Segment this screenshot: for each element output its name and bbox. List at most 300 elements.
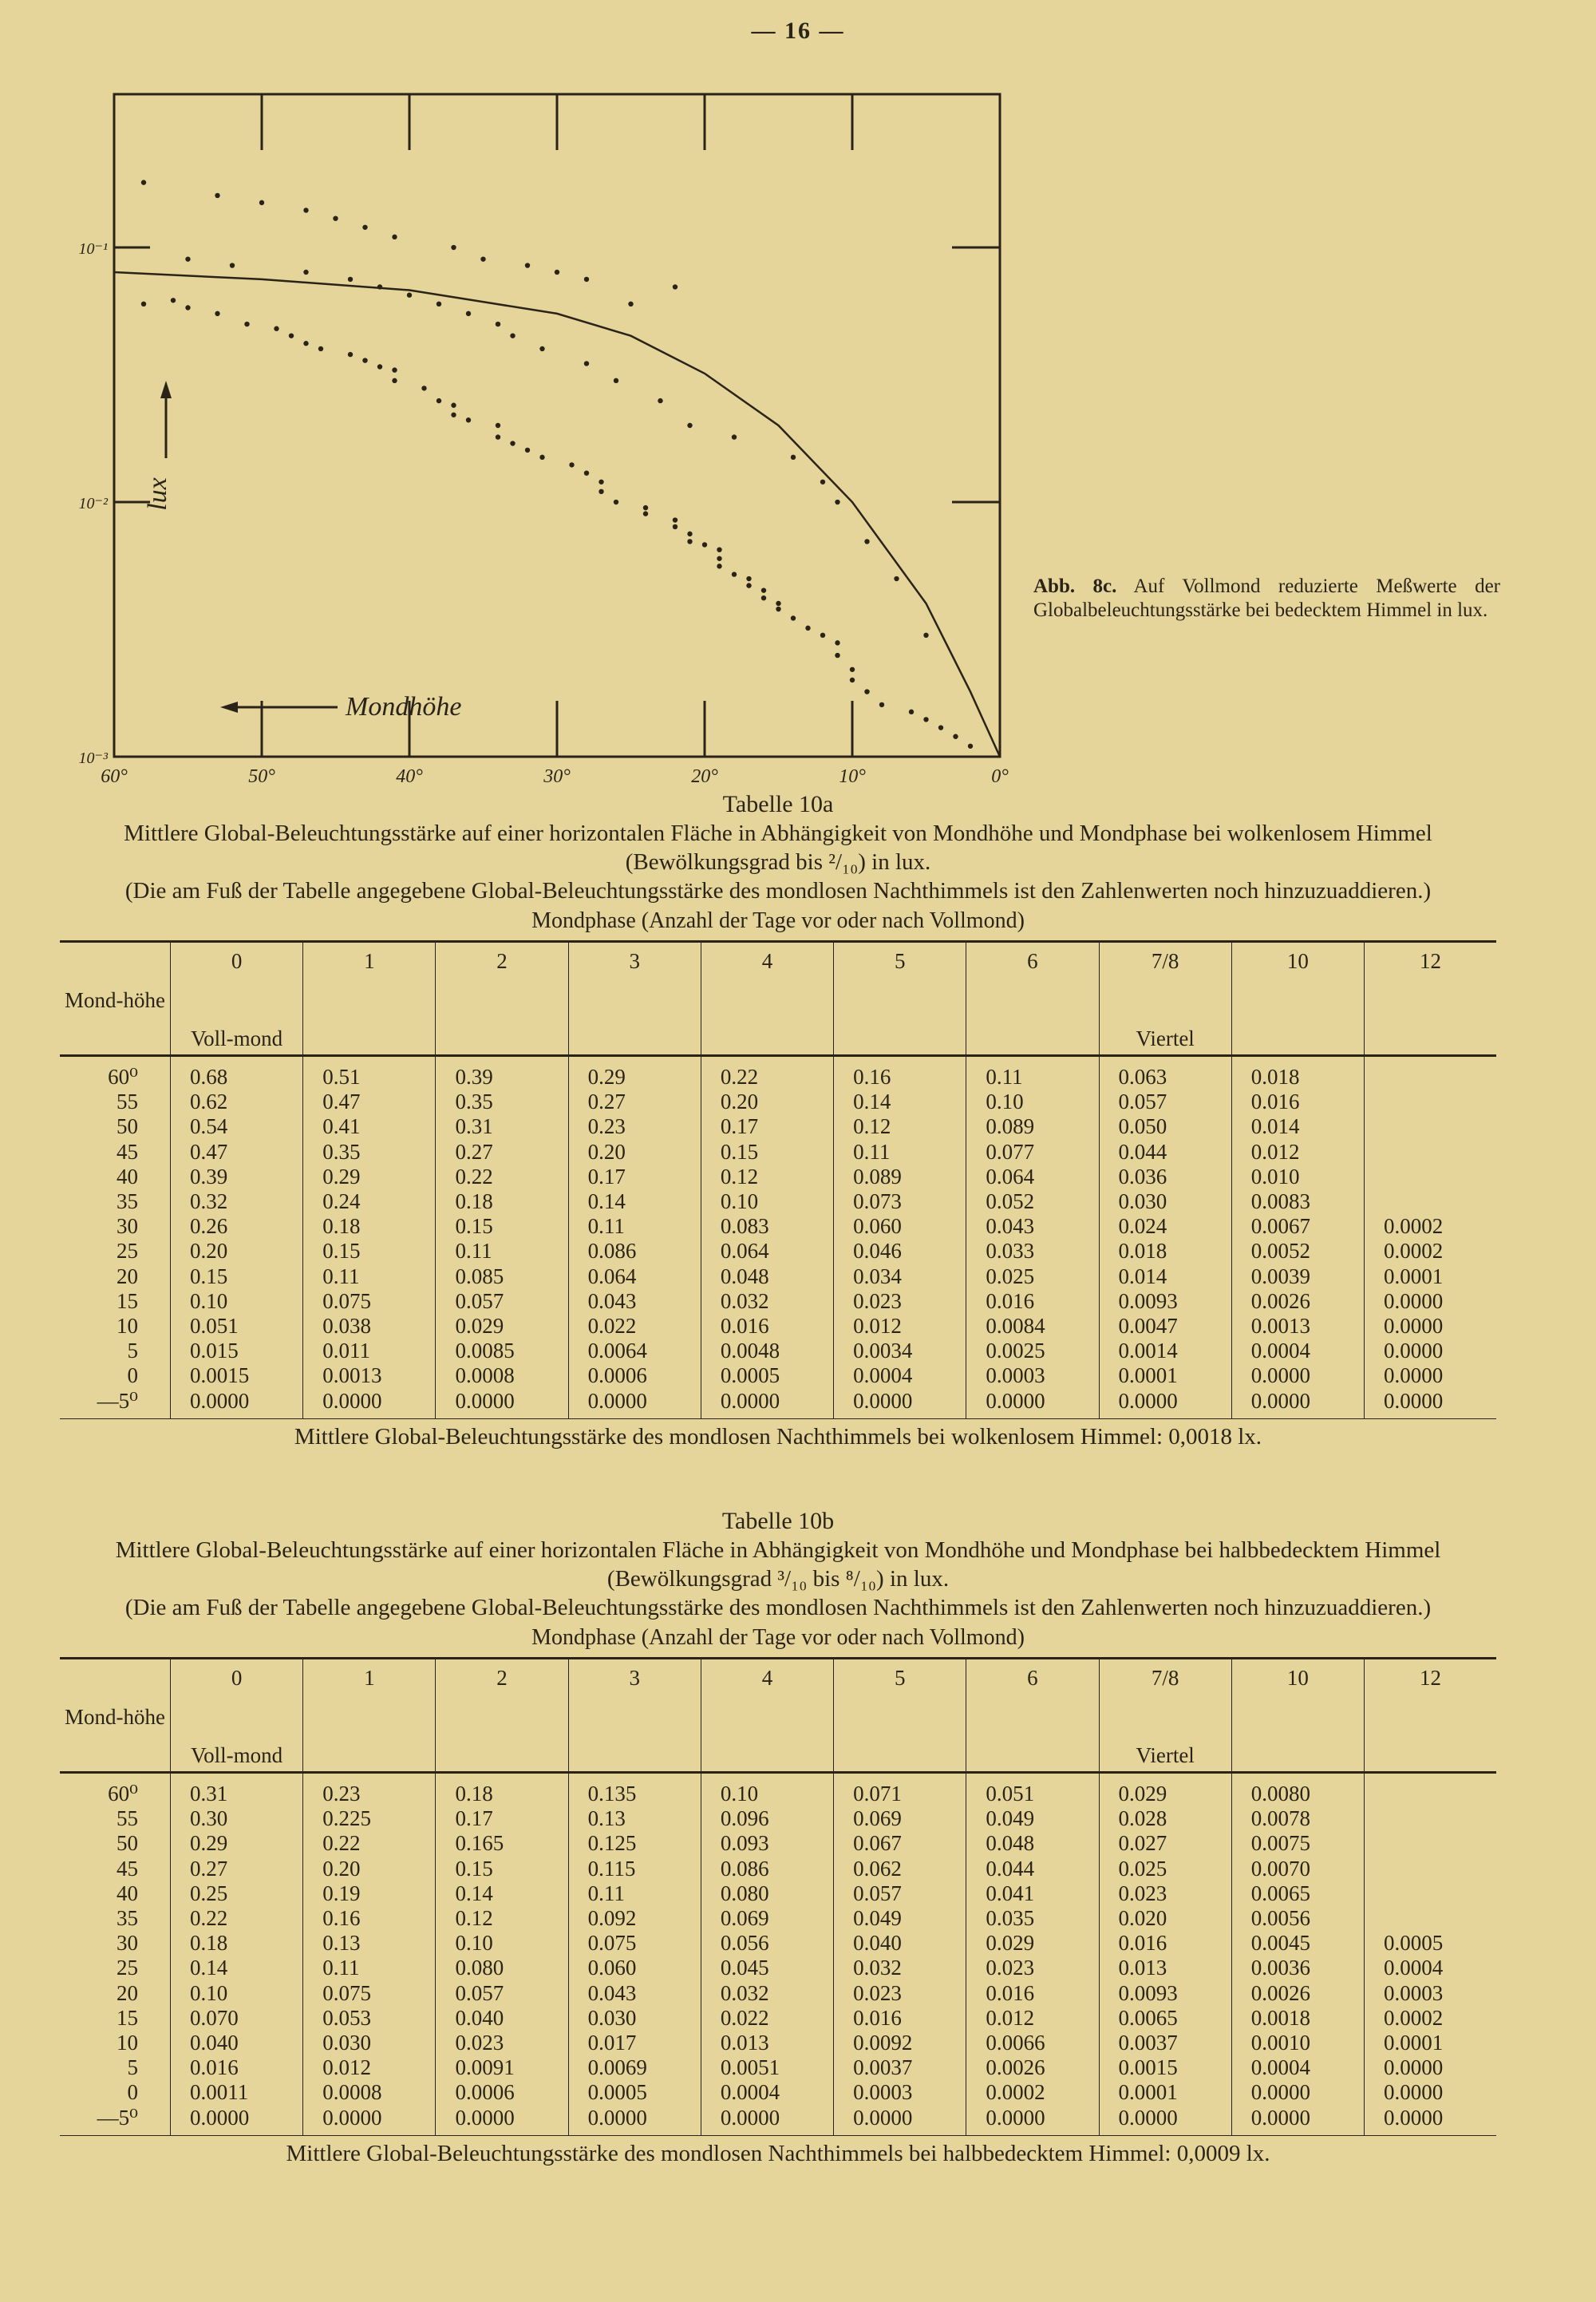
data-point [451, 245, 456, 250]
table-cell: 0.0065 [1250, 1881, 1310, 1905]
data-point [539, 346, 544, 351]
table-cell: 0.018 [1250, 1065, 1300, 1089]
table-cell: 0.069 [720, 1906, 769, 1931]
table-cell: 0.0006 [587, 1363, 647, 1388]
table-cell: 0.30 [190, 1806, 228, 1831]
table-cell: 0.0000 [986, 1388, 1045, 1413]
data-point [864, 539, 869, 544]
table-cell: 0.0056 [1250, 1906, 1310, 1931]
table-cell: 0.035 [986, 1906, 1035, 1931]
table-cell: 0.31 [455, 1114, 493, 1139]
table-cell: 0.16 [853, 1065, 891, 1089]
table-cell: 0.11 [455, 1239, 492, 1264]
data-point [673, 524, 678, 529]
data-point [614, 500, 618, 504]
table-cell: 0.18 [322, 1214, 361, 1239]
table-cell: 0.041 [986, 1881, 1035, 1905]
column-header [834, 942, 966, 1056]
data-point [215, 193, 219, 198]
table-cell: 0.075 [322, 1288, 371, 1313]
table-cell: 0.027 [1118, 1831, 1167, 1856]
column-sublabel: Viertel [1136, 1743, 1195, 1767]
data-point [437, 398, 441, 403]
table-cell: 0.0000 [1383, 2055, 1444, 2080]
table-cell: 0.0000 [986, 2105, 1045, 2130]
data-point [362, 358, 367, 362]
table-cell: 0.064 [720, 1239, 769, 1264]
table-cell: 0.0069 [587, 2055, 647, 2080]
table-cell: 0.15 [190, 1264, 228, 1288]
table-cell: 0.11 [587, 1214, 625, 1239]
table-cell: 0.0015 [1118, 2055, 1178, 2080]
table-cell: 0.0045 [1250, 1931, 1310, 1956]
value-column [436, 1056, 568, 1419]
table-cell: 0.0004 [720, 2080, 780, 2105]
table-cell: 0.0000 [853, 1388, 913, 1413]
x-tick-label: 30° [543, 766, 571, 787]
table-cell: 0.0018 [1250, 2005, 1310, 2030]
table-cell: 0.033 [986, 1239, 1035, 1264]
table-cell: 0.017 [587, 2031, 637, 2055]
table-cell: 0.0008 [455, 1363, 515, 1388]
table-cell: 0.17 [587, 1164, 626, 1189]
table-cell: 0.39 [190, 1164, 228, 1189]
table-cell: 0.016 [720, 1314, 769, 1339]
table-cell: 0.0002 [1383, 2005, 1444, 2030]
table-cell: 0.0000 [1250, 2080, 1310, 2105]
value-column [834, 1056, 966, 1419]
data-point [141, 302, 146, 307]
plot-frame [114, 94, 1000, 757]
table-cell: 0.083 [720, 1214, 769, 1239]
table-cell: 0.0001 [1383, 2031, 1444, 2055]
height-value: 30 [117, 1214, 138, 1239]
table-cell: 0.0000 [190, 1388, 250, 1413]
table-cell: 0.0003 [1383, 1980, 1444, 2005]
table-cell: 0.0013 [1250, 1314, 1310, 1339]
table-title: Tabelle 10a [722, 791, 834, 817]
data-point [820, 633, 825, 638]
table-cell: 0.073 [853, 1189, 902, 1214]
table-cell: 0.075 [322, 1980, 371, 2005]
table-cell: 0.41 [322, 1114, 361, 1139]
table-cell: 0.022 [720, 2005, 769, 2030]
table-cell: 0.043 [587, 1288, 637, 1313]
data-point [451, 413, 456, 417]
table-cell: 0.0011 [190, 2080, 249, 2105]
table-cell: 0.012 [1250, 1139, 1300, 1164]
column-label: 0 [231, 1666, 243, 1690]
table-cell: 0.22 [322, 1831, 361, 1856]
table-cell: 0.0026 [1250, 1980, 1310, 2005]
height-value: 60⁰ [108, 1782, 138, 1806]
table-cell: 0.038 [322, 1314, 371, 1339]
table-cell: 0.0000 [1383, 2080, 1444, 2105]
table-cell: 0.012 [986, 2005, 1035, 2030]
data-point [658, 398, 662, 403]
table-cell: 0.032 [720, 1980, 769, 2005]
data-point [628, 302, 633, 307]
table-cell: 0.22 [720, 1065, 759, 1089]
column-label: 7/8 [1151, 949, 1179, 973]
table-cell: 0.0002 [986, 2080, 1045, 2105]
data-point [451, 403, 456, 408]
data-point [702, 542, 707, 547]
table-cell: 0.0000 [1383, 1339, 1444, 1363]
table-cell: 0.14 [455, 1881, 493, 1905]
column-label: 1 [364, 1666, 375, 1690]
data-point [496, 322, 500, 326]
table-cell [1384, 1114, 1491, 1139]
table-cell: 0.14 [587, 1189, 626, 1214]
table-cell: 0.0000 [1250, 1363, 1310, 1388]
table-cell: 0.071 [853, 1782, 902, 1806]
table-cell: 0.013 [1118, 1956, 1167, 1980]
table-cell: 0.044 [1118, 1139, 1167, 1164]
table-cell: 0.23 [322, 1782, 361, 1806]
table-cell: 0.080 [720, 1881, 769, 1905]
data-point [909, 710, 914, 714]
table-cell: 0.030 [1118, 1189, 1167, 1214]
table-cell: 0.048 [720, 1264, 769, 1288]
table-cell: 0.0036 [1250, 1956, 1310, 1980]
data-point [717, 547, 721, 552]
table-cell: 0.0039 [1250, 1264, 1310, 1288]
data-point [938, 725, 943, 730]
table-cell: 0.32 [190, 1189, 228, 1214]
table-cell: 0.0000 [1383, 1363, 1444, 1388]
table-cell: 0.016 [1118, 1931, 1167, 1956]
table-cell: 0.0000 [853, 2105, 913, 2130]
column-label: 10 [1286, 1666, 1309, 1690]
column-header [701, 942, 833, 1056]
data-point [525, 448, 530, 453]
table-cell: 0.080 [455, 1956, 504, 1980]
table-cell: 0.0052 [1250, 1239, 1310, 1264]
table-cell: 0.0000 [322, 2105, 382, 2130]
data-point [687, 539, 692, 544]
table-cell: 0.056 [720, 1931, 769, 1956]
data-point [791, 455, 796, 460]
table-cell: 0.10 [720, 1782, 759, 1806]
table-cell [1384, 1090, 1491, 1114]
table-cell: 0.0026 [986, 2055, 1045, 2080]
table-cell: 0.092 [587, 1906, 637, 1931]
column-label: 4 [761, 1666, 773, 1690]
table-cell: 0.014 [1250, 1114, 1300, 1139]
x-tick-label: 20° [691, 766, 718, 787]
column-label: 6 [1027, 1666, 1038, 1690]
table-cell: 0.12 [455, 1906, 493, 1931]
data-point [850, 678, 855, 682]
data-point [894, 576, 899, 581]
table-cell: 0.27 [455, 1139, 493, 1164]
table-cell: 0.085 [455, 1264, 504, 1288]
data-point [687, 423, 692, 428]
table-cell: 0.39 [455, 1065, 493, 1089]
table-row [60, 1056, 1496, 1419]
table-cell: 0.13 [322, 1931, 361, 1956]
table-cell: 0.125 [587, 1831, 637, 1856]
data-point [496, 423, 500, 428]
table-cell: 0.13 [587, 1806, 626, 1831]
table-cell [1384, 1189, 1491, 1214]
table-cell: 0.23 [587, 1114, 626, 1139]
height-value: 15 [117, 2005, 138, 2030]
figure-caption [1033, 575, 1500, 623]
column-label: 1 [364, 949, 375, 973]
table-cell: 0.0064 [587, 1339, 647, 1363]
data-point [968, 744, 973, 749]
value-column [1099, 1773, 1231, 2136]
table-cell [1384, 1831, 1491, 1856]
table-cell: 0.0004 [853, 1363, 913, 1388]
data-point [717, 564, 721, 568]
data-point [539, 455, 544, 460]
value-column [966, 1773, 1099, 2136]
table-cell: 0.045 [720, 1956, 769, 1980]
column-label: 7/8 [1151, 1666, 1179, 1690]
table-cell: 0.0014 [1118, 1339, 1178, 1363]
table-description: Mittlere Global-Beleuchtungsstärke auf einer horizontalen Fläche in Abhängigkeit von Mondhöhe und Mondphase bei halbbedecktem Himmel (Bewölkungsgrad ³/₁₀ bis ⁸/₁₀) in lux. [115, 1537, 1441, 1592]
height-value: 10 [117, 1314, 138, 1339]
table-cell: 0.165 [455, 1831, 504, 1856]
table-cell: 0.075 [587, 1931, 637, 1956]
table-cell: 0.029 [1118, 1782, 1167, 1806]
table-footer: Mittlere Global-Beleuchtungsstärke des mondlosen Nachthimmels bei halbbedecktem Himmel: 0,0009 lx. [286, 2140, 1270, 2166]
table-cell: 0.016 [986, 1980, 1035, 2005]
data-point [835, 653, 839, 658]
data-point [333, 216, 338, 220]
table-cell: 0.0001 [1383, 1264, 1444, 1288]
data-point [303, 208, 308, 212]
height-value: 60⁰ [108, 1065, 138, 1089]
table-cell: 0.057 [455, 1288, 504, 1313]
value-column [171, 1773, 303, 2136]
height-value: 25 [117, 1956, 138, 1980]
table-cell: 0.10 [986, 1090, 1024, 1114]
table-cell: 0.27 [587, 1090, 626, 1114]
data-point [835, 640, 839, 645]
value-column [436, 1773, 568, 2136]
table-cell: 0.0067 [1250, 1214, 1310, 1239]
table-cell: 0.47 [190, 1139, 228, 1164]
data-point [289, 333, 294, 338]
table-cell: 0.024 [1118, 1214, 1167, 1239]
table-cell: 0.0000 [190, 2105, 250, 2130]
table-cell: 0.093 [720, 1831, 769, 1856]
data-point [348, 277, 353, 282]
data-table [60, 940, 1496, 1419]
table-row [60, 1773, 1496, 2136]
table-cell: 0.057 [1118, 1090, 1167, 1114]
table-cell: 0.22 [455, 1164, 493, 1189]
data-point [761, 595, 766, 600]
table-10a-block [60, 790, 1496, 1451]
value-column [303, 1773, 436, 2136]
height-value: 45 [117, 1856, 138, 1881]
table-cell: 0.063 [1118, 1065, 1167, 1089]
table-cell: 0.077 [986, 1139, 1035, 1164]
table-cell: 0.016 [190, 2055, 239, 2080]
column-header [171, 1659, 303, 1773]
y-tick-label: 10⁻¹ [78, 240, 108, 259]
table-cell: 0.0000 [1383, 1388, 1444, 1413]
table-cell: 0.11 [322, 1956, 360, 1980]
column-label: 3 [629, 1666, 641, 1690]
value-column [1364, 1773, 1496, 2136]
data-point [244, 322, 249, 326]
table-cell: 0.064 [587, 1264, 637, 1288]
x-tick-label: 10° [839, 766, 866, 787]
table-cell: 0.0093 [1118, 1980, 1178, 2005]
data-point [230, 263, 235, 267]
column-label: 4 [761, 949, 773, 973]
table-cell: 0.0005 [1383, 1931, 1444, 1956]
data-point [392, 367, 397, 372]
table-cell: 0.023 [455, 2031, 504, 2055]
column-sublabel: Voll-mond [191, 1026, 283, 1050]
table-cell: 0.016 [1250, 1090, 1300, 1114]
table-cell: 0.025 [986, 1264, 1035, 1288]
column-header [834, 1659, 966, 1773]
data-point [584, 277, 589, 282]
table-cell: 0.68 [190, 1065, 228, 1089]
table-cell: 0.225 [322, 1806, 371, 1831]
table-10b-block [60, 1507, 1496, 2168]
table-note: (Die am Fuß der Tabelle angegebene Global-Beleuchtungsstärke des mondlosen Nachthimmels ist den Zahlenwerten noch hinzuzuaddieren.) [124, 1595, 1432, 1620]
data-point [673, 284, 678, 289]
table-cell: 0.10 [190, 1288, 228, 1313]
column-header [701, 1659, 833, 1773]
table-cell: 0.034 [853, 1264, 902, 1288]
data-point [569, 462, 574, 467]
table-cell: 0.025 [1118, 1856, 1167, 1881]
table-cell: 0.0000 [587, 1388, 647, 1413]
table-cell: 0.0005 [587, 2080, 647, 2105]
column-label: 2 [496, 949, 508, 973]
table-cell: 0.070 [190, 2005, 239, 2030]
data-point [437, 302, 441, 307]
table-cell: 0.012 [322, 2055, 371, 2080]
column-header [436, 1659, 568, 1773]
table-cell: 0.0013 [322, 1363, 382, 1388]
table-cell: 0.20 [190, 1239, 228, 1264]
table-cell: 0.014 [1118, 1264, 1167, 1288]
table-cell [1384, 1065, 1491, 1090]
data-point [510, 333, 515, 338]
height-value: 15 [117, 1288, 138, 1313]
table-cell: 0.0001 [1118, 2080, 1178, 2105]
table-cell: 0.089 [986, 1114, 1035, 1139]
column-header [568, 1659, 701, 1773]
table-cell: 0.115 [587, 1856, 636, 1881]
table-cell: 0.0004 [1250, 1339, 1310, 1363]
table-cell: 0.18 [190, 1931, 228, 1956]
data-point [377, 364, 382, 369]
table-cell: 0.17 [720, 1114, 759, 1139]
fit-curve [114, 272, 1000, 757]
table-cell: 0.016 [853, 2005, 902, 2030]
data-point [215, 311, 219, 316]
height-value: 40 [117, 1164, 138, 1189]
data-point [185, 305, 190, 310]
table-cell: 0.0006 [455, 2080, 515, 2105]
table-cell: 0.0000 [455, 1388, 515, 1413]
table-cell: 0.14 [190, 1956, 228, 1980]
column-label: 12 [1419, 949, 1441, 973]
table-cell: 0.10 [190, 1980, 228, 2005]
column-header [966, 1659, 1099, 1773]
table-cell: 0.049 [986, 1806, 1035, 1831]
table-cell: 0.27 [190, 1856, 228, 1881]
column-sublabel: Viertel [1136, 1026, 1195, 1050]
table-cell: 0.052 [986, 1189, 1035, 1214]
table-cell: 0.029 [986, 1931, 1035, 1956]
table-cell: 0.54 [190, 1114, 228, 1139]
table-cell: 0.028 [1118, 1806, 1167, 1831]
table-cell: 0.086 [720, 1856, 769, 1881]
table-cell: 0.0037 [853, 2055, 913, 2080]
data-point [953, 734, 958, 739]
table-cell: 0.0005 [720, 1363, 780, 1388]
column-sublabel: Voll-mond [191, 1743, 283, 1767]
table-cell: 0.17 [455, 1806, 493, 1831]
x-tick-label: 50° [248, 766, 275, 787]
data-point [466, 417, 471, 422]
table-cell: 0.0004 [1250, 2055, 1310, 2080]
table-cell: 0.29 [190, 1831, 228, 1856]
column-header [1364, 942, 1496, 1056]
data-point [421, 386, 426, 390]
table-cell: 0.24 [322, 1189, 361, 1214]
table-cell: 0.0000 [720, 2105, 780, 2130]
table-cell: 0.023 [853, 1288, 902, 1313]
data-point [584, 361, 589, 366]
data-point [746, 576, 751, 581]
column-label: 5 [894, 1666, 906, 1690]
table-cell: 0.0075 [1250, 1831, 1310, 1856]
table-cell: 0.096 [720, 1806, 769, 1831]
height-value: 35 [117, 1906, 138, 1931]
column-header [436, 942, 568, 1056]
x-axis-arrowhead [220, 702, 238, 713]
table-cell: 0.040 [853, 1931, 902, 1956]
x-tick-label: 40° [396, 766, 423, 787]
height-value: 50 [117, 1831, 138, 1856]
phase-header: Mondphase (Anzahl der Tage vor oder nach Vollmond) [531, 908, 1025, 933]
table-cell: 0.023 [1118, 1881, 1167, 1905]
data-point [820, 480, 825, 485]
table-cell: 0.0015 [190, 1363, 250, 1388]
data-point [791, 615, 796, 620]
table-cell: 0.47 [322, 1090, 361, 1114]
column-header [1231, 942, 1364, 1056]
table-cell [1384, 1857, 1491, 1881]
data-point [732, 434, 737, 439]
table-cell: 0.0093 [1118, 1288, 1178, 1313]
table-cell: 0.35 [455, 1090, 493, 1114]
data-point [864, 689, 869, 694]
data-point [717, 556, 721, 561]
table-note: (Die am Fuß der Tabelle angegebene Global-Beleuchtungsstärke des mondlosen Nachthimmels ist den Zahlenwerten noch hinzuzuaddieren.) [124, 878, 1432, 904]
data-point [407, 293, 412, 298]
data-point [185, 256, 190, 261]
value-column [1231, 1056, 1364, 1419]
table-cell: 0.069 [853, 1806, 902, 1831]
table-cell: 0.0025 [986, 1339, 1045, 1363]
table-cell: 0.043 [587, 1980, 637, 2005]
